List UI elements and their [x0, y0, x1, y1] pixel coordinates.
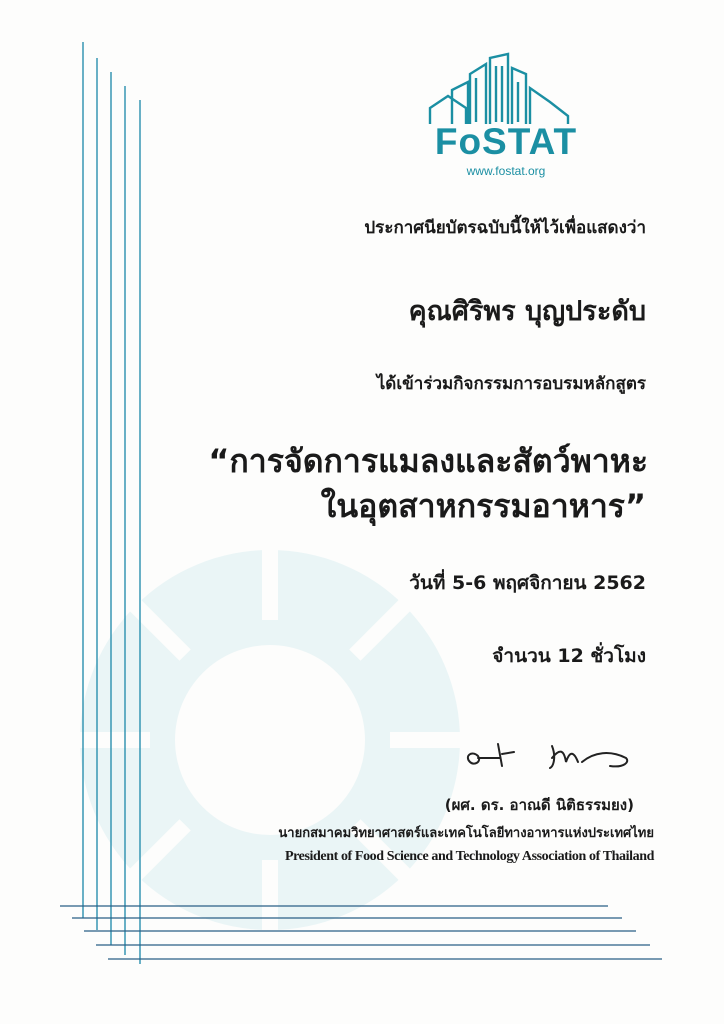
certificate-intro: ประกาศนียบัตรฉบับนี้ให้ไว้เพื่อแสดงว่า: [364, 218, 646, 238]
training-hours: จำนวน 12 ชั่วโมง: [492, 645, 646, 667]
logo-wordmark: FoSTAT: [434, 121, 578, 162]
signature-image: [460, 732, 640, 782]
course-title-line2: ในอุตสาหกรรมอาหาร”: [320, 487, 646, 525]
signatory-name: (ผศ. ดร. อาณดี นิติธรรมยง): [444, 796, 634, 814]
training-date: วันที่ 5-6 พฤศจิกายน 2562: [409, 572, 646, 594]
signatory-title-th: นายกสมาคมวิทยาศาสตร์และเทคโนโลยีทางอาหารแห่งประเทศไทย: [278, 826, 654, 841]
attended-text: ได้เข้าร่วมกิจกรรมการอบรมหลักสูตร: [376, 374, 646, 394]
building-skyline-icon: [400, 52, 605, 132]
fostat-logo: [400, 52, 605, 182]
recipient-name: คุณศิริพร บุญประดับ: [408, 296, 646, 327]
signatory-title-en: President of Food Science and Technology Association of Thailand: [284, 849, 654, 864]
course-title-line1: “การจัดการแมลงและสัตว์พาหะ: [208, 442, 648, 480]
logo-url: www.fostat.org: [466, 164, 546, 178]
